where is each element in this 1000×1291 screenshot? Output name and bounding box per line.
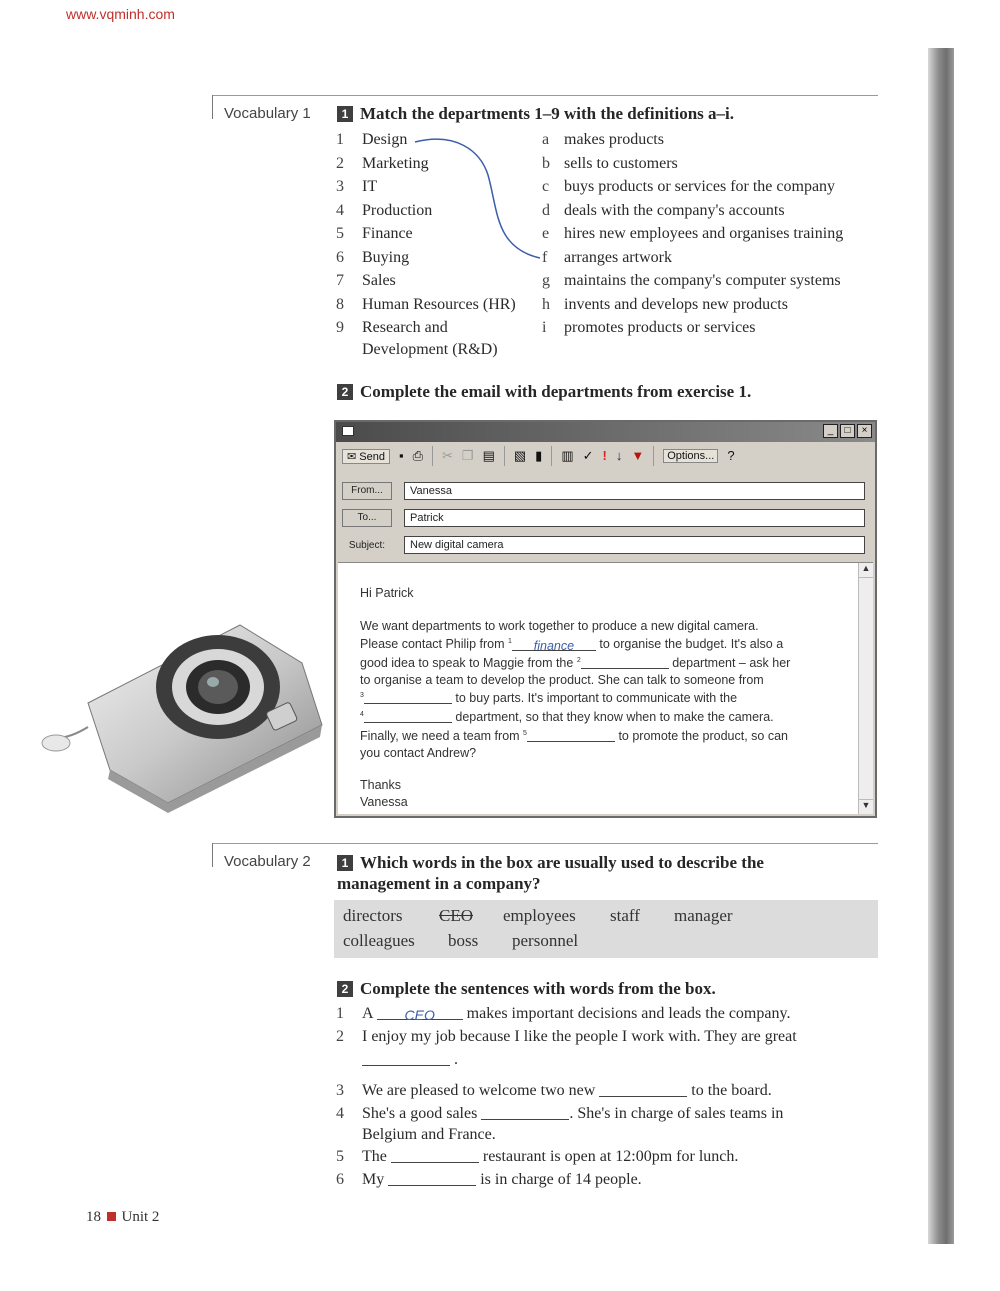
exercise-number: 2 xyxy=(337,384,353,400)
gap-4[interactable] xyxy=(364,710,452,723)
list-item: 8 Human Resources (HR) xyxy=(336,295,516,313)
email-greeting: Hi Patrick xyxy=(360,586,414,600)
gap-6[interactable] xyxy=(388,1173,476,1186)
list-item: e hires new employees and organises training xyxy=(542,225,844,242)
high-importance-icon[interactable]: ! xyxy=(602,448,607,463)
address-book-icon[interactable]: ▥ xyxy=(561,448,574,463)
red-square-icon xyxy=(107,1212,116,1221)
gap-4[interactable] xyxy=(481,1107,569,1120)
list-item-cont: . xyxy=(336,1048,876,1071)
email-line: you contact Andrew? xyxy=(360,745,477,760)
exercise-instruction: Which words in the box are usually used to describe the xyxy=(360,853,764,872)
list-item: 2 I enjoy my job because I like the people I work with. They are great xyxy=(336,1028,797,1045)
toolbar-divider xyxy=(504,446,505,466)
options-label: Options... xyxy=(667,450,715,462)
page-number: 18 xyxy=(86,1209,101,1225)
list-item: 3 We are pleased to welcome two new to the board. xyxy=(336,1082,772,1099)
copy-icon[interactable]: ❐ xyxy=(461,448,474,463)
low-importance-icon[interactable]: ↓ xyxy=(615,448,623,463)
box-word: personnel xyxy=(512,931,579,950)
list-item: 5 Finance xyxy=(336,225,413,242)
box-word: colleagues xyxy=(343,931,415,950)
email-line: good idea to speak to Maggie from the $^2$ department – ask her xyxy=(360,656,791,671)
exercise-number: 1 xyxy=(337,855,353,871)
close-icon[interactable]: × xyxy=(857,424,872,438)
list-item: 6 Buying xyxy=(336,248,410,266)
box-word: manager xyxy=(674,906,733,925)
unit-label: Unit 2 xyxy=(121,1209,160,1225)
list-item: 1 Design xyxy=(336,131,408,148)
email-toolbar xyxy=(336,442,875,470)
attach-file-icon[interactable]: ▧ xyxy=(513,448,527,463)
print-icon[interactable]: ⎙ xyxy=(412,448,423,463)
exercise-heading xyxy=(337,382,751,402)
subject-label: Subject: xyxy=(348,539,386,551)
paperclip-icon[interactable]: ▮ xyxy=(535,448,543,463)
send-icon: ✉ xyxy=(347,450,357,463)
email-line: to organise a team to develop the product. She can talk to someone from xyxy=(360,672,764,687)
site-url[interactable]: www.vqminh.com xyxy=(66,6,175,22)
list-item: 5 The restaurant is open at 12:00pm for lunch. xyxy=(336,1148,739,1165)
email-signature: Vanessa xyxy=(360,794,408,809)
list-item: a makes products xyxy=(542,131,664,148)
answer-1: finance xyxy=(533,639,575,654)
from-row xyxy=(342,481,865,501)
list-item: Development (R&D) xyxy=(362,340,498,358)
answer-1: CEO xyxy=(404,1007,435,1023)
from-button[interactable]: From... xyxy=(342,482,392,500)
box-word: staff xyxy=(610,906,640,925)
envelope-icon xyxy=(342,426,354,436)
definition-list xyxy=(542,128,882,340)
email-line: $^4$ department, so that they know when to make the camera. xyxy=(360,710,774,725)
list-item: 7 Sales xyxy=(336,272,396,289)
scroll-down-icon[interactable]: ▼ xyxy=(859,799,873,814)
email-line: Finally, we need a team from $^5$ to promote the product, so can xyxy=(360,728,788,743)
from-field[interactable]: Vanessa xyxy=(404,482,865,500)
list-item: 1 A CEO makes important decisions and leads the company. xyxy=(336,1005,791,1023)
exercise-number: 1 xyxy=(337,106,353,122)
section-rule xyxy=(212,95,878,96)
options-button[interactable] xyxy=(663,449,718,463)
list-item-cont: Belgium and France. xyxy=(362,1126,496,1143)
email-line: Please contact Philip from $^1$ finance to organise the budget. It's also a xyxy=(360,637,784,654)
section-marker xyxy=(212,95,213,119)
list-item: 6 My is in charge of 14 people. xyxy=(336,1171,642,1188)
cut-icon[interactable]: ✂ xyxy=(442,448,453,463)
scroll-up-icon[interactable]: ▲ xyxy=(859,563,873,578)
gap-5[interactable] xyxy=(391,1150,479,1163)
list-item: f arranges artwork xyxy=(542,248,672,266)
gap-3[interactable] xyxy=(599,1084,687,1097)
toolbar-divider xyxy=(551,446,552,466)
section-rule xyxy=(212,843,878,844)
gap-1[interactable] xyxy=(377,1004,463,1023)
email-window xyxy=(334,420,877,818)
to-row xyxy=(342,508,865,528)
email-body[interactable] xyxy=(338,562,873,814)
list-item: 9 Research and xyxy=(336,319,448,336)
box-word: boss xyxy=(448,931,479,950)
gap-3[interactable] xyxy=(364,691,452,704)
exercise-heading xyxy=(337,852,877,894)
gap-2[interactable] xyxy=(362,1053,450,1066)
send-label: Send xyxy=(359,450,385,463)
list-item: b sells to customers xyxy=(542,154,678,172)
save-icon[interactable]: ▪ xyxy=(398,448,404,463)
to-button[interactable]: To... xyxy=(342,509,392,527)
list-item: 4 She's a good sales . She's in charge of sales teams in xyxy=(336,1105,784,1122)
list-item: i promotes products or services xyxy=(542,319,756,336)
email-line: We want departments to work together to produce a new digital camera. xyxy=(360,618,759,633)
list-item: 4 Production xyxy=(336,201,433,219)
gap-2[interactable] xyxy=(581,656,669,669)
list-item: 2 Marketing xyxy=(336,154,429,172)
box-word: directors xyxy=(343,906,403,925)
page-footer xyxy=(86,1209,159,1226)
box-word: CEO xyxy=(439,906,473,925)
subject-field[interactable]: New digital camera xyxy=(404,536,865,554)
check-names-icon[interactable]: ✓ xyxy=(582,448,594,463)
gap-1[interactable] xyxy=(512,638,596,654)
exercise-instruction: Complete the email with departments from exercise 1. xyxy=(360,382,752,401)
word-box xyxy=(334,900,878,958)
window-titlebar xyxy=(336,422,875,442)
help-icon[interactable]: ? xyxy=(727,448,735,463)
list-item: g maintains the company's computer systems xyxy=(542,272,841,289)
maximize-icon[interactable]: □ xyxy=(840,424,855,438)
paste-icon[interactable]: ▤ xyxy=(482,448,495,463)
scrollbar[interactable] xyxy=(858,563,873,814)
to-field[interactable]: Patrick xyxy=(404,509,865,527)
toolbar-divider xyxy=(432,446,433,466)
subject-row xyxy=(342,535,865,555)
digital-camera-image xyxy=(40,615,340,815)
gap-5[interactable] xyxy=(527,729,615,742)
list-item: d deals with the company's accounts xyxy=(542,201,785,219)
exercise-heading xyxy=(337,979,716,999)
sentence-list xyxy=(336,1002,876,1191)
send-button[interactable] xyxy=(342,449,390,464)
minimize-icon[interactable]: _ xyxy=(823,424,838,438)
match-line xyxy=(410,130,545,265)
section-marker xyxy=(212,843,213,867)
list-item: 3 IT xyxy=(336,178,378,195)
email-closing: Thanks xyxy=(360,778,401,793)
exercise-number: 2 xyxy=(337,981,353,997)
toolbar-divider xyxy=(653,446,654,466)
email-line: $^3$ to buy parts. It's important to communicate with the xyxy=(360,691,738,706)
page-spine-shadow xyxy=(928,48,954,1244)
list-item: h invents and develops new products xyxy=(542,295,788,313)
exercise-instruction: Match the departments 1–9 with the definitions a–i. xyxy=(360,104,734,123)
flag-icon[interactable]: ▼ xyxy=(631,448,645,463)
exercise-instruction: management in a company? xyxy=(337,874,541,893)
box-word: employees xyxy=(503,906,576,925)
section-title: Vocabulary 2 xyxy=(224,853,311,870)
exercise-instruction: Complete the sentences with words from the box. xyxy=(360,979,716,998)
exercise-heading xyxy=(337,104,734,124)
list-item: c buys products or services for the company xyxy=(542,178,836,195)
section-title: Vocabulary 1 xyxy=(224,105,311,122)
